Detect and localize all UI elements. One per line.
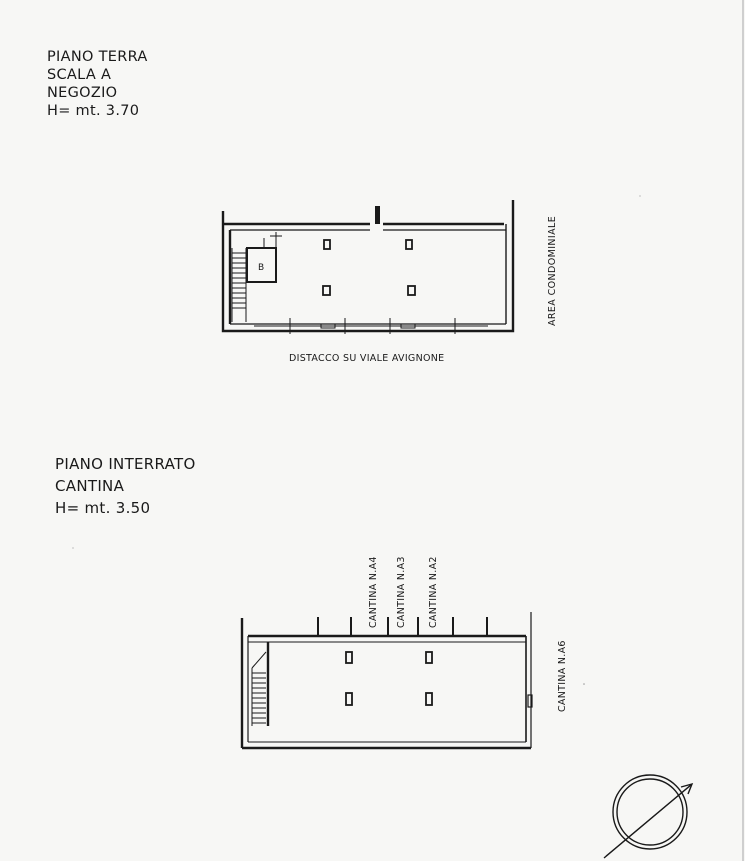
floor-height: H= mt. 3.70: [47, 103, 140, 119]
pillar: [408, 286, 415, 295]
cellar-a3-label: CANTINA N.A3: [396, 556, 407, 628]
room-use: NEGOZIO: [47, 85, 118, 101]
pillar: [426, 652, 432, 663]
ground-pillars: [323, 240, 415, 295]
floor-name: PIANO INTERRATO: [55, 455, 196, 473]
cellar-a2-label: CANTINA N.A2: [428, 556, 439, 628]
ground-outer-walls: [223, 200, 513, 331]
pillar: [346, 652, 352, 663]
compass-north-arrow-icon: [604, 775, 692, 858]
ground-wall-stub: [375, 206, 380, 224]
ground-staircase: [232, 248, 246, 322]
pillar: [406, 240, 412, 249]
floor-name: PIANO TERRA: [47, 49, 148, 65]
bathroom-label: B: [258, 263, 265, 273]
basement-pillars: [346, 652, 432, 705]
bathroom-b: [247, 232, 282, 282]
pillar: [346, 693, 352, 705]
basement-staircase: [252, 652, 266, 726]
cellar-a6-label: CANTINA N.A6: [557, 640, 568, 712]
ground-floor-plan: [223, 200, 513, 334]
stair-name: SCALA A: [47, 67, 112, 83]
distacco-label: DISTACCO SU VIALE AVIGNONE: [289, 353, 445, 364]
basement-right-door: [528, 695, 532, 707]
room-use: CANTINA: [55, 477, 125, 495]
floor-height: H= mt. 3.50: [55, 499, 151, 517]
basement-plan: [242, 612, 532, 748]
pillar: [323, 286, 330, 295]
pillar: [324, 240, 330, 249]
pillar: [426, 693, 432, 705]
cellar-a4-label: CANTINA N.A4: [368, 556, 379, 628]
area-condominiale-label: AREA CONDOMINIALE: [547, 215, 558, 326]
